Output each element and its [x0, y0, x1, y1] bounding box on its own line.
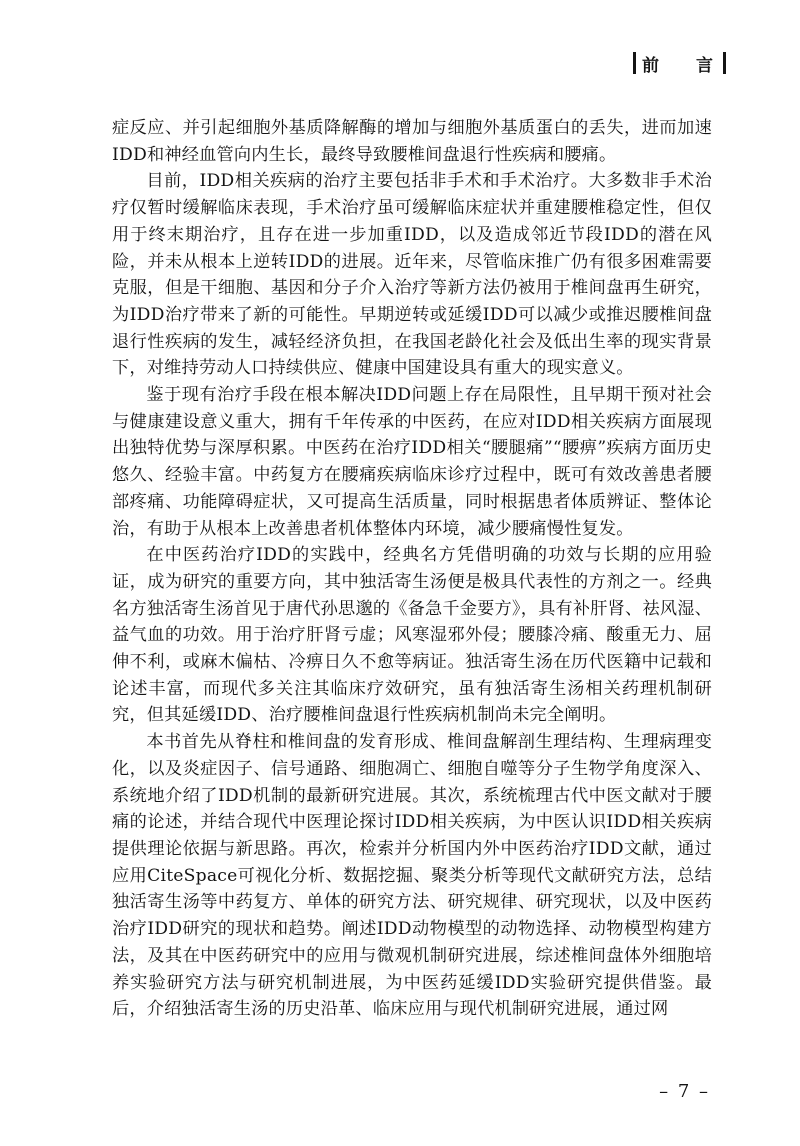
page-number: – 7 – — [659, 1081, 710, 1102]
running-header — [627, 51, 732, 75]
paragraph-duhuo-jisheng-decoction: 在中医药治疗IDD的实践中，经典名方凭借明确的功效与长期的应用验证，成为研究的重要方向，其中独活寄生汤便是极具代表性的方剂之一。经典名方独活寄生汤首见于唐代孙思邈的《备急千金要方》，具有补肝肾、祛风湿、益气血的功效。用于治疗肝肾亏虚；风寒湿邪外侵；腰膝冷痛、酸重无力、屈伸不利，或麻木偏枯、冷痹日久不愈等病证。独活寄生汤在历代医籍中记载和论述丰富，而现代多关注其临床疗效研究，虽有独活寄生汤相关药理机制研究，但其延缓IDD、治疗腰椎间盘退行性疾病机制尚未完全阐明。 — [112, 545, 712, 726]
paragraph-tcm-advantages: 鉴于现有治疗手段在根本解决IDD问题上存在局限性，且早期干预对社会与健康建设意义重大，拥有千年传承的中医药，在应对IDD相关疾病方面展现出独特优势与深厚积累。中医药在治疗IDD相关“腰腿痛”“腰痹”疾病方面历史悠久、经验丰富。中药复方在腰痛疾病临床诊疗过程中，既可有效改善患者腰部疼痛、功能障碍症状，又可提高生活质量，同时根据患者体质辨证、整体论治，有助于从根本上改善患者机体整体内环境，减少腰痛慢性复发。 — [112, 385, 712, 539]
paragraph-book-outline: 本书首先从脊柱和椎间盘的发育形成、椎间盘解剖生理结构、生理病理变化，以及炎症因子、信号通路、细胞凋亡、细胞自噬等分子生物学角度深入、系统地介绍了IDD机制的最新研究进展。其次，系统梳理古代中医文献对于腰痛的论述，并结合现代中医理论探讨IDD相关疾病，为中医认识IDD相关疾病提供理论依据与新思路。再次，检索并分析国内外中医药治疗IDD文献，通过应用CiteSpace可视化分析、数据挖掘、聚类分析等现代文献研究方法，总结独活寄生汤等中药复方、单体的研究方法、研究规律、研究现状，以及中医药治疗IDD研究的现状和趋势。阐述IDD动物模型的动物选择、动物模型构建方法，及其在中医药研究中的应用与微观机制研究进展，综述椎间盘体外细胞培养实验研究方法与研究机制进展，为中医药延缓IDD实验研究提供借鉴。最后，介绍独活寄生汤的历史沿革、临床应用与现代机制研究进展，通过网 — [112, 732, 712, 1020]
body-text — [112, 115, 712, 1023]
paragraph-treatment-overview: 目前，IDD相关疾病的治疗主要包括非手术和手术治疗。大多数非手术治疗仅暂时缓解临床表现，手术治疗虽可缓解临床症状并重建腰椎稳定性，但仅用于终末期治疗，且存在进一步加重IDD，以及造成邻近节段IDD的潜在风险，并未从根本上逆转IDD的进展。近年来，尽管临床推广仍有很多困难需要克服，但是干细胞、基因和分子介入治疗等新方法仍被用于椎间盘再生研究，为IDD治疗带来了新的可能性。早期逆转或延缓IDD可以减少或推迟腰椎间盘退行性疾病的发生，减轻经济负担，在我国老龄化社会及低出生率的现实背景下，对维持劳动人口持续供应、健康中国建设具有重大的现实意义。 — [112, 171, 712, 379]
paragraph-continued: 症反应、并引起细胞外基质降解酶的增加与细胞外基质蛋白的丢失，进而加速IDD和神经血管向内生长，最终导致腰椎间盘退行性疾病和腰痛。 — [112, 118, 712, 165]
header-right-rule — [723, 52, 726, 74]
section-title: 前 言 — [642, 55, 723, 76]
header-left-rule — [633, 52, 636, 74]
